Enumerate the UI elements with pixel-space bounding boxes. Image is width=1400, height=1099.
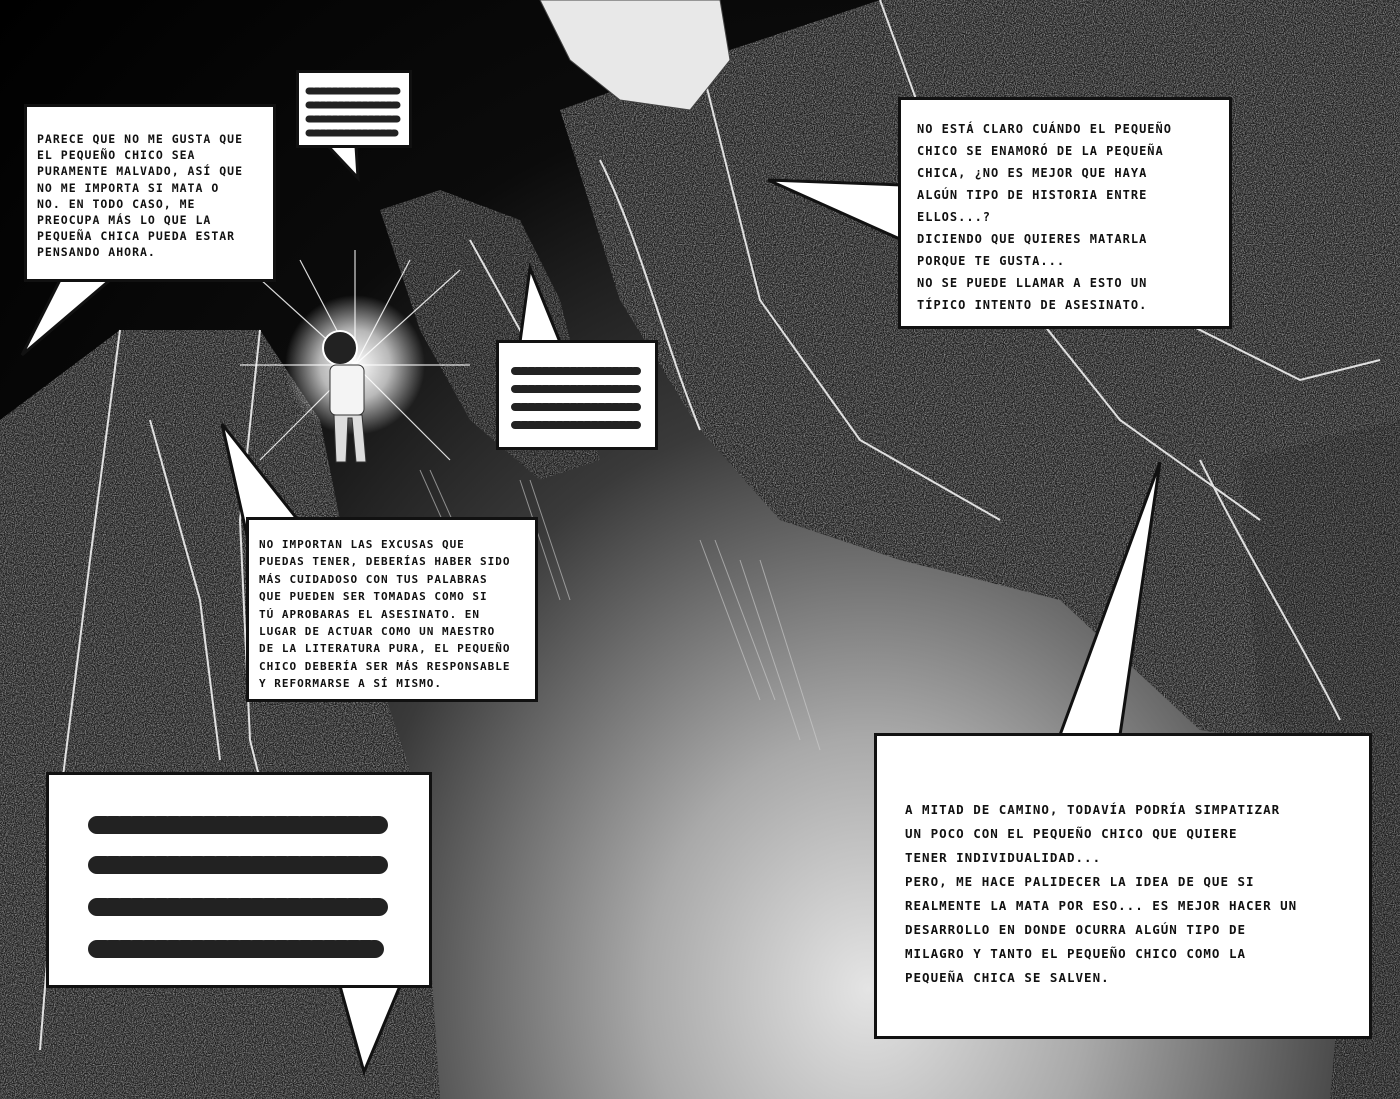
speech-bubble-center: NO IMPORTAN LAS EXCUSAS QUE PUEDAS TENER, DEBERÍAS HABER SIDO MÁS CUIDADOSO CON TUS PALABRAS QUE PUEDEN SER TOMADAS COMO SI TÚ APROBARAS EL ASESINATO. EN LUGAR DE ACTUAR COMO UN MAESTRO DE LA LITERATURA PURA, EL PEQUEÑO CHICO DEBERÍA SER MÁS RESPONSABLE Y REFORMARSE A SÍ MISMO. (246, 517, 538, 702)
scribble-redaction (499, 343, 655, 447)
speech-bubble-top-left: PARECE QUE NO ME GUSTA QUE EL PEQUEÑO CHICO SEA PURAMENTE MALVADO, ASÍ QUE NO ME IMPORTA SI MATA O NO. EN TODO CASO, ME PREOCUPA MÁS LO QUE LA PEQUEÑA CHICA PUEDA ESTAR PENSANDO AHORA. (24, 104, 276, 282)
speech-bubble-top-right: NO ESTÁ CLARO CUÁNDO EL PEQUEÑO CHICO SE ENAMORÓ DE LA PEQUEÑA CHICA, ¿NO ES MEJOR QUE HAYA ALGÚN TIPO DE HISTORIA ENTRE ELLOS...? DICIENDO QUE QUIERES MATARLA PORQUE TE GUSTA... NO SE PUEDE LLAMAR A ESTO UN TÍPICO INTENTO DE ASESINATO. (898, 97, 1232, 329)
redacted-bubble-middle (496, 340, 658, 450)
redacted-bubble-small (296, 70, 412, 148)
scribble-redaction (49, 775, 429, 985)
redacted-bubble-large (46, 772, 432, 988)
scribble-redaction (299, 73, 409, 145)
speech-bubble-bottom-right: A MITAD DE CAMINO, TODAVÍA PODRÍA SIMPATIZAR UN POCO CON EL PEQUEÑO CHICO QUE QUIERE TENER INDIVIDUALIDAD... PERO, ME HACE PALIDECER LA IDEA DE QUE SI REALMENTE LA MATA POR ESO... ES MEJOR HACER UN DESARROLLO EN DONDE OCURRA ALGÚN TIPO DE MILAGRO Y TANTO EL PEQUEÑO CHICO COMO LA PEQUEÑA CHICA SE SALVEN. (874, 733, 1372, 1039)
